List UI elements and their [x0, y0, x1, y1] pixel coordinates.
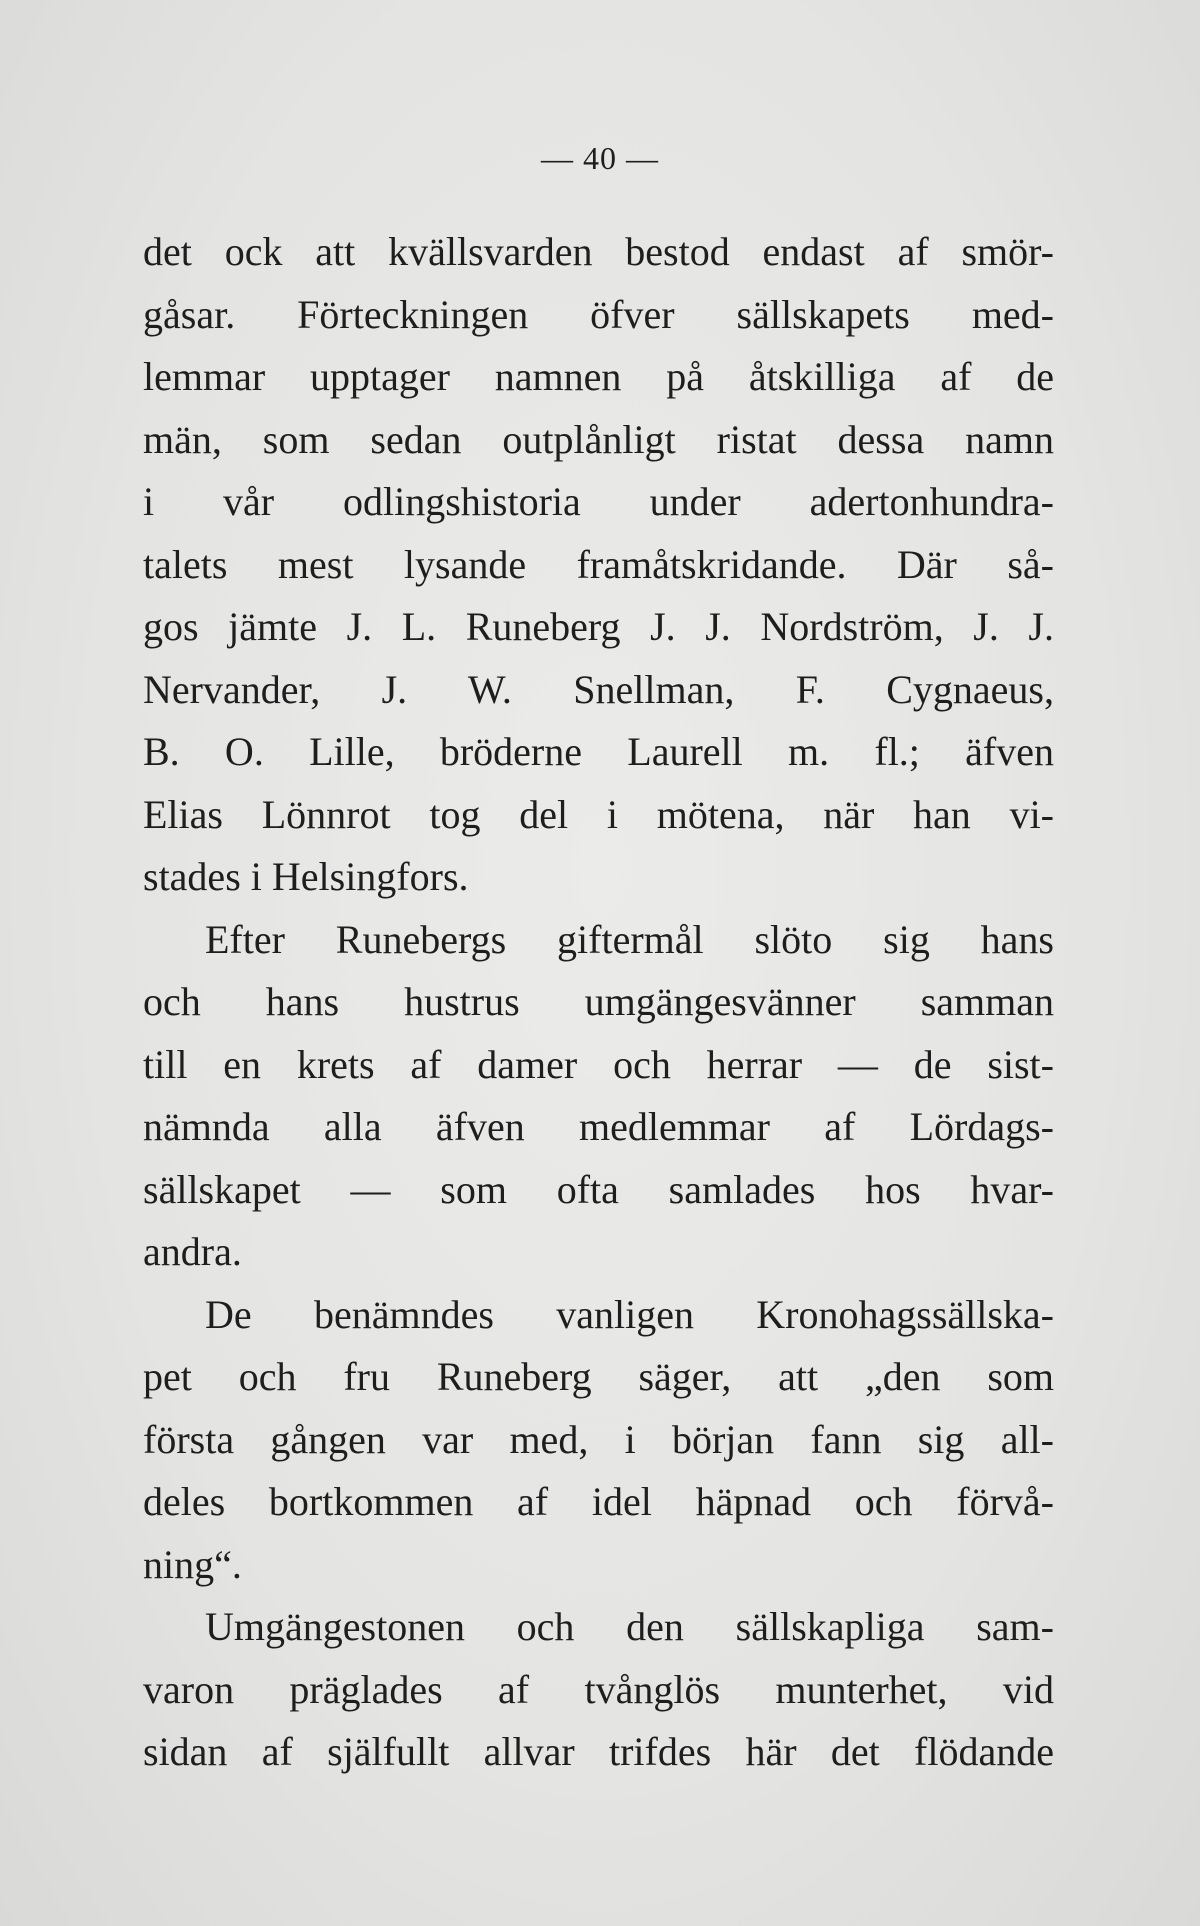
- text-line: sällskapet — som ofta samlades hos hvar-: [143, 1166, 1054, 1212]
- page-number: — 40 —: [541, 140, 659, 176]
- text-line: Umgängestonen och den sällskapliga sam-: [205, 1604, 1054, 1649]
- text-line: stades i Helsingfors.: [143, 854, 469, 899]
- text-line: gos jämte J. L. Runeberg J. J. Nordström, J. J.: [143, 604, 1054, 649]
- text-line: Elias Lönnrot tog del i mötena, när han vi-: [143, 791, 1054, 837]
- text-line: deles bortkommen af idel häpnad och förvå-: [143, 1479, 1054, 1524]
- body-text: [143, 221, 1054, 1784]
- text-line: talets mest lysande framåtskridande. Där så-: [143, 541, 1054, 587]
- text-line: till en krets af damer och herrar — de sist-: [143, 1041, 1054, 1087]
- text-line: gåsar. Förteckningen öfver sällskapets med-: [143, 291, 1054, 337]
- text-line: pet och fru Runeberg säger, att „den som: [143, 1354, 1054, 1399]
- text-line: första gången var med, i början fann sig all-: [143, 1416, 1054, 1462]
- text-line: nämnda alla äfven medlemmar af Lördags-: [143, 1104, 1054, 1149]
- text-line: varon präglades af tvånglös munterhet, vid: [143, 1666, 1054, 1712]
- text-line: det ock att kvällsvarden bestod endast af smör-: [143, 229, 1054, 274]
- text-line: lemmar upptager namnen på åtskilliga af de: [143, 354, 1054, 399]
- text-line: sidan af själfullt allvar trifdes här det flödande: [143, 1729, 1054, 1774]
- text-line: De benämndes vanligen Kronohagssällska-: [205, 1291, 1054, 1337]
- text-line: B. O. Lille, bröderne Laurell m. fl.; äfven: [143, 729, 1054, 774]
- text-line: och hans hustrus umgängesvänner samman: [143, 979, 1054, 1024]
- text-line: Efter Runebergs giftermål slöto sig hans: [205, 916, 1054, 962]
- text-line: i vår odlingshistoria under adertonhundra-: [143, 479, 1054, 524]
- text-line: män, som sedan outplånligt ristat dessa namn: [143, 416, 1054, 462]
- text-line: andra.: [143, 1229, 242, 1274]
- text-line: Nervander, J. W. Snellman, F. Cygnaeus,: [143, 666, 1054, 712]
- text-line: ning“.: [143, 1541, 242, 1587]
